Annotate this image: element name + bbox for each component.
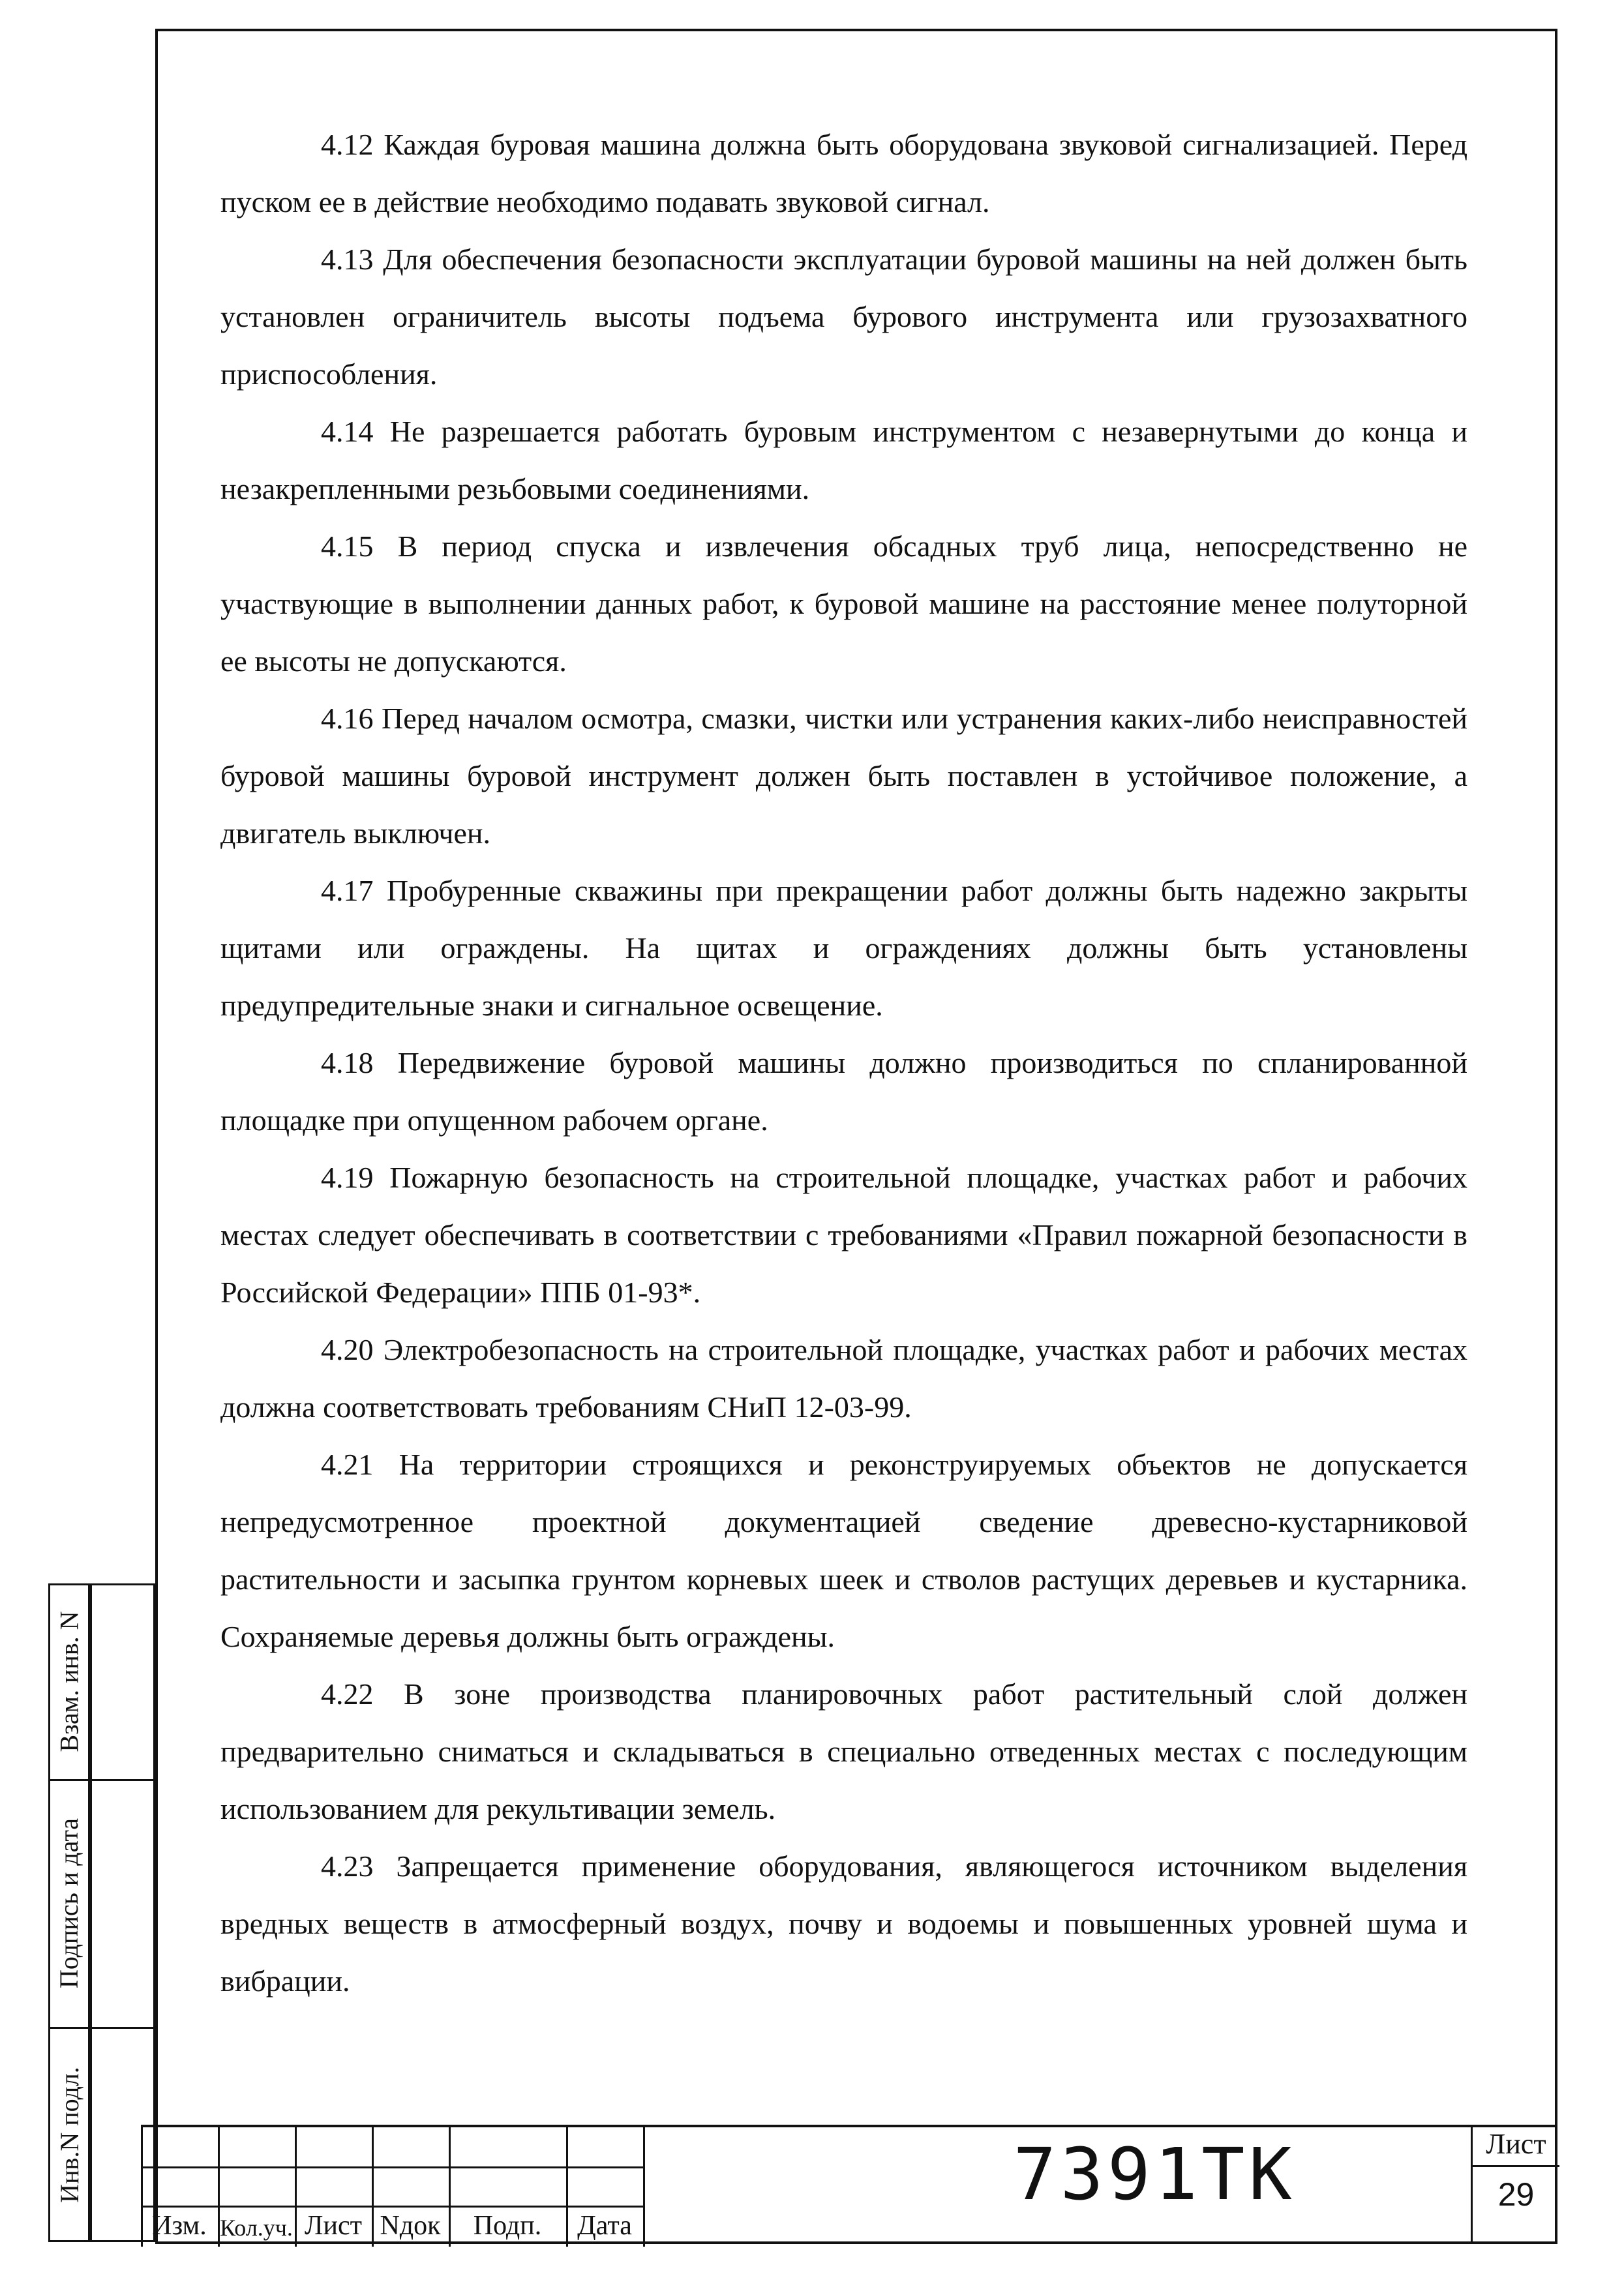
paragraph-4-18: 4.18 Передвижение буровой машины должно производиться по спланированной площадке при опущенном рабочем органе. — [220, 1046, 1467, 1137]
header-ndok: Nдок — [380, 2211, 441, 2241]
paragraph-4-16: 4.16 Перед началом осмотра, смазки, чистки или устранения каких-либо неисправностей буровой машины буровой инструмент должен быть поставлен в устойчивое положение, а двигатель выключен. — [220, 702, 1467, 850]
sheet-box — [1471, 2125, 1557, 2244]
paragraph-4-14: 4.14 Не разрешается работать буровым инструментом с незавернутыми до конца и незакрепленными резьбовыми соединениями. — [220, 415, 1467, 505]
header-kol-uch: Кол.уч. — [220, 2215, 293, 2241]
title-block-col-line — [643, 2127, 645, 2247]
side-stamp-divider — [90, 1779, 155, 1781]
paragraph-4-13: 4.13 Для обеспечения безопасности эксплуатации буровой машины на ней должен быть установлен ограничитель высоты подъема бурового инструмента или грузозахватного приспособления. — [220, 243, 1467, 391]
header-data: Дата — [577, 2211, 632, 2241]
side-stamp-divider — [90, 2027, 155, 2029]
side-stamp-inv: Инв.N подл. — [54, 2066, 84, 2203]
side-stamp — [48, 1583, 155, 2242]
paragraph-4-19: 4.19 Пожарную безопасность на строительной площадке, участках работ и рабочих местах следует обеспечивать в соответствии с требованиями «Правил пожарной безопасности в Российской Федерации» ППБ 01-93*. — [220, 1161, 1467, 1309]
paragraph-4-21: 4.21 На территории строящихся и реконструируемых объектов не допускается непредусмотренное проектной документацией сведение древесно-кустарниковой растительности и засыпка грунтом корневых шеек и стволов растущих деревьев и кустарника. Сохраняемые деревья должны быть ограждены. — [220, 1448, 1467, 1653]
paragraph-4-20: 4.20 Электробезопасность на строительной площадке, участках работ и рабочих местах должна соответствовать требованиям СНиП 12-03-99. — [220, 1333, 1467, 1424]
header-izm: Изм. — [152, 2211, 207, 2241]
sheet-label: Лист — [1486, 2128, 1546, 2160]
header-list: Лист — [305, 2211, 362, 2241]
header-podp: Подп. — [473, 2211, 542, 2241]
document-code: 7391ТК — [1013, 2133, 1296, 2216]
sheet-number: 29 — [1497, 2176, 1535, 2213]
sheet-separator — [1473, 2165, 1559, 2167]
paragraph-4-15: 4.15 В период спуска и извлечения обсадных труб лица, непосредственно не участвующие в выполнении данных работ, к буровой машине на расстояние менее полуторной ее высоты не допускаются. — [220, 530, 1467, 678]
paragraph-4-12: 4.12 Каждая буровая машина должна быть оборудована звуковой сигнализацией. Перед пуском ее в действие необходимо подавать звуковой сигнал. — [220, 128, 1467, 218]
document-body — [220, 116, 1467, 2010]
paragraph-4-22: 4.22 В зоне производства планировочных работ растительный слой должен предварительно сниматься и складываться в специально отведенных местах с последующим использованием для рекультивации земель. — [220, 1677, 1467, 1825]
paragraph-4-23: 4.23 Запрещается применение оборудования, являющегося источником выделения вредных веществ в атмосферный воздух, почву и водоемы и повышенных уровней шума и вибрации. — [220, 1849, 1467, 1998]
side-stamp-podpis: Подпись и дата — [54, 1818, 84, 1988]
side-stamp-vzam: Взам. инв. N — [54, 1610, 84, 1752]
paragraph-4-17: 4.17 Пробуренные скважины при прекращении работ должны быть надежно закрыты щитами или ограждены. На щитах и ограждениях должны быть установлены предупредительные знаки и сигнальное освещение. — [220, 874, 1467, 1022]
